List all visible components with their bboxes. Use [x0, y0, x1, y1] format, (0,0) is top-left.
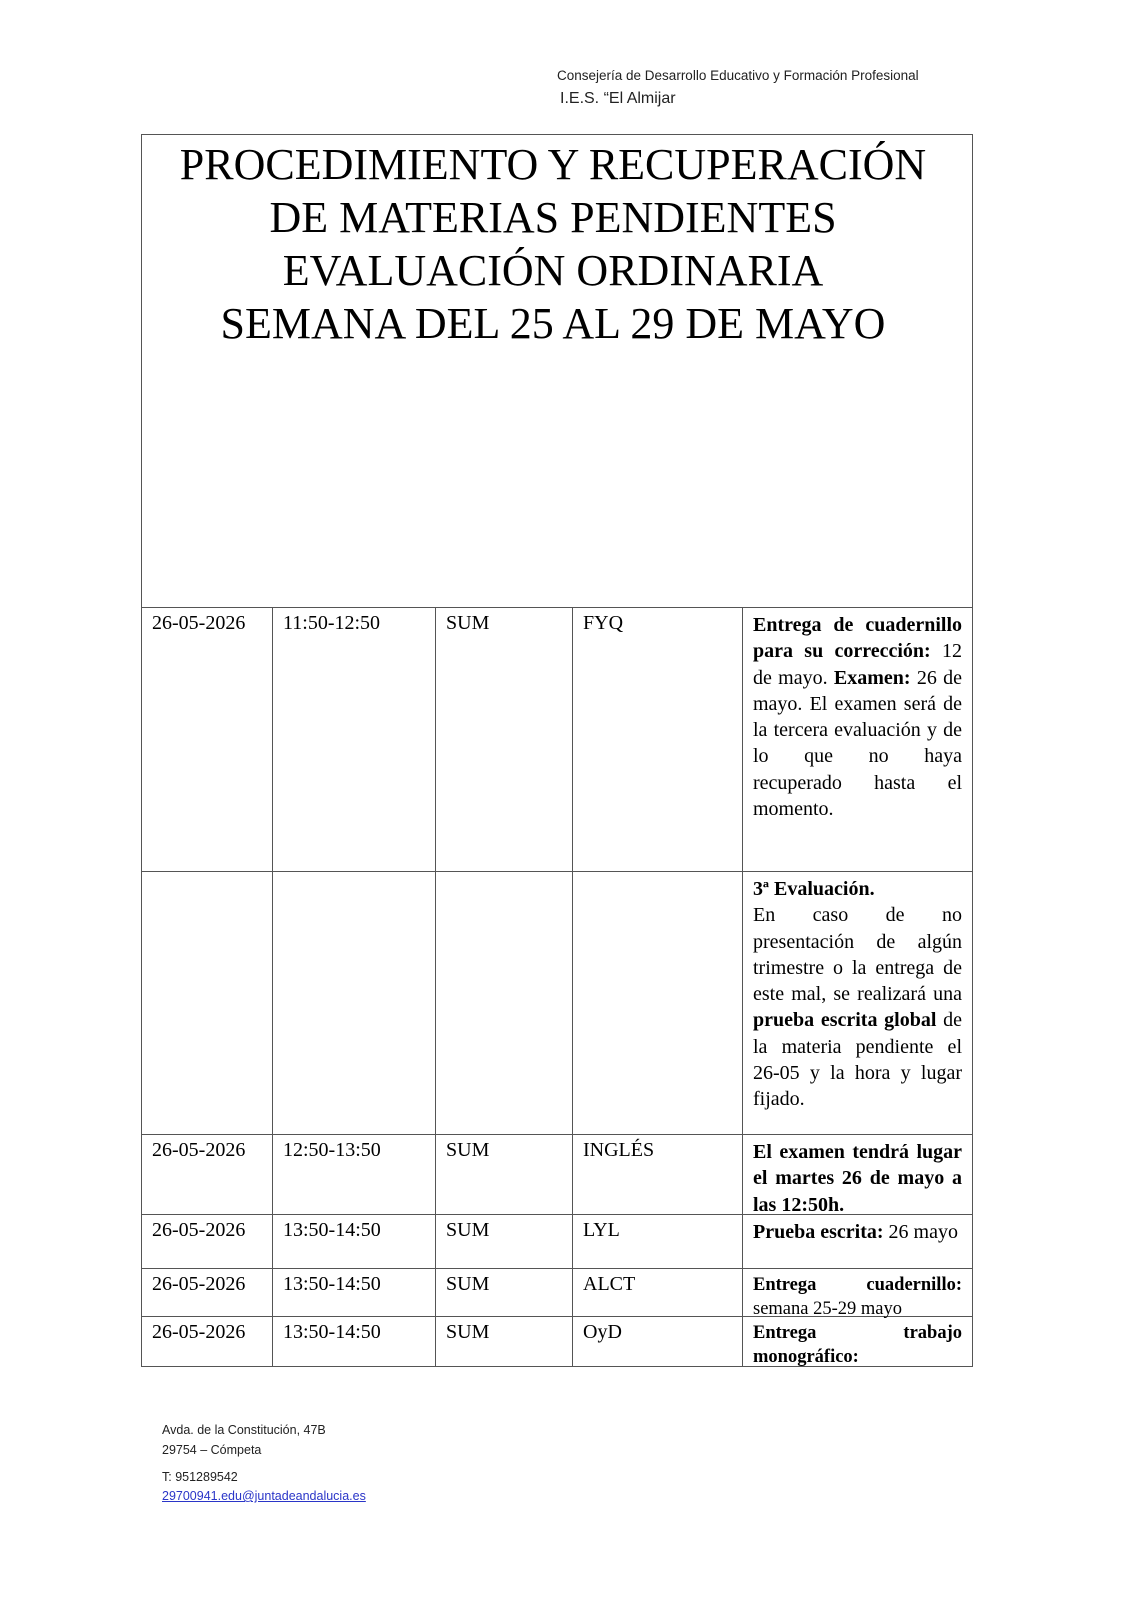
table-row — [142, 872, 972, 1135]
table-row — [142, 1317, 972, 1366]
title-line-3: EVALUACIÓN ORDINARIA — [282, 246, 824, 295]
date-cell: 26-05-2026 — [142, 1269, 273, 1316]
header-school: I.E.S. “El Almijar — [560, 90, 676, 107]
time-cell: 12:50-13:50 — [273, 1135, 436, 1214]
title-cell — [142, 135, 972, 608]
subject-cell: FYQ — [573, 608, 743, 871]
footer-city: 29754 – Cómpeta — [162, 1443, 262, 1457]
note-cell — [743, 1317, 972, 1366]
place-cell: SUM — [436, 1269, 573, 1316]
alct-value: semana 25-29 mayo — [753, 1299, 902, 1319]
time-cell: 13:50-14:50 — [273, 1269, 436, 1316]
title-line-1: PROCEDIMIENTO Y RECUPERACIÓN — [179, 140, 927, 189]
footer-address: Avda. de la Constitución, 47B — [162, 1423, 326, 1437]
table-row — [142, 608, 972, 872]
time-cell: 13:50-14:50 — [273, 1317, 436, 1366]
lyl-value: 26 mayo — [888, 1221, 958, 1243]
eval3-bold: prueba escrita global — [753, 1009, 937, 1032]
fyq-delivery-label: Entrega de cuadernillo para su corrección: — [753, 614, 962, 663]
note-cell — [743, 1215, 972, 1268]
place-cell: SUM — [436, 1135, 573, 1214]
place-cell — [436, 872, 573, 1134]
oyd-label: Entrega trabajo monográfico: — [753, 1323, 962, 1367]
subject-cell: LYL — [573, 1215, 743, 1268]
table-row — [142, 1269, 972, 1317]
date-cell: 26-05-2026 — [142, 608, 273, 871]
eval3-text-a: En caso de no presentación de algún trimestre o la entrega de este mal, se realizará una — [753, 904, 962, 1006]
subject-cell: INGLÉS — [573, 1135, 743, 1214]
place-cell: SUM — [436, 1317, 573, 1366]
footer-phone: T: 951289542 — [162, 1470, 238, 1484]
fyq-exam-text: El examen será de la tercera evaluación y de lo que no haya recuperado hasta el momento. — [753, 692, 962, 821]
date-cell — [142, 872, 273, 1134]
title-line-2: DE MATERIAS PENDIENTES — [269, 193, 837, 242]
fyq-exam-value: 26 de mayo. — [753, 666, 962, 715]
fyq-delivery-value: 12 de mayo. — [753, 640, 962, 689]
time-cell — [273, 872, 436, 1134]
footer-email-link[interactable]: 29700941.edu@juntadeandalucia.es — [162, 1489, 366, 1503]
date-cell: 26-05-2026 — [142, 1135, 273, 1214]
note-cell — [743, 1135, 972, 1214]
note-cell — [743, 1269, 972, 1319]
place-cell: SUM — [436, 608, 573, 871]
time-cell: 11:50-12:50 — [273, 608, 436, 871]
subject-cell — [573, 872, 743, 1134]
fyq-exam-label: Examen: — [833, 666, 911, 689]
lyl-label: Prueba escrita: — [753, 1221, 884, 1243]
ingles-note: El examen tendrá lugar el martes 26 de mayo a las 12:50h. — [753, 1141, 962, 1216]
place-cell: SUM — [436, 1215, 573, 1268]
header-department: Consejería de Desarrollo Educativo y Formación Profesional — [557, 68, 919, 83]
note-cell — [743, 872, 972, 1134]
title-line-4: SEMANA DEL 25 AL 29 DE MAYO — [220, 299, 886, 348]
date-cell: 26-05-2026 — [142, 1317, 273, 1366]
subject-cell: ALCT — [573, 1269, 743, 1316]
subject-cell: OyD — [573, 1317, 743, 1366]
eval3-label: 3ª Evaluación. — [753, 878, 875, 900]
note-cell — [743, 608, 972, 871]
table-row — [142, 1215, 972, 1269]
time-cell: 13:50-14:50 — [273, 1215, 436, 1268]
schedule-table — [141, 134, 973, 1367]
alct-label: Entrega cuadernillo: — [753, 1275, 962, 1295]
date-cell: 26-05-2026 — [142, 1215, 273, 1268]
table-row — [142, 1135, 972, 1215]
eval3-text-b: de la materia pendiente el 26-05 y la hora y lugar fijado. — [753, 1009, 962, 1111]
